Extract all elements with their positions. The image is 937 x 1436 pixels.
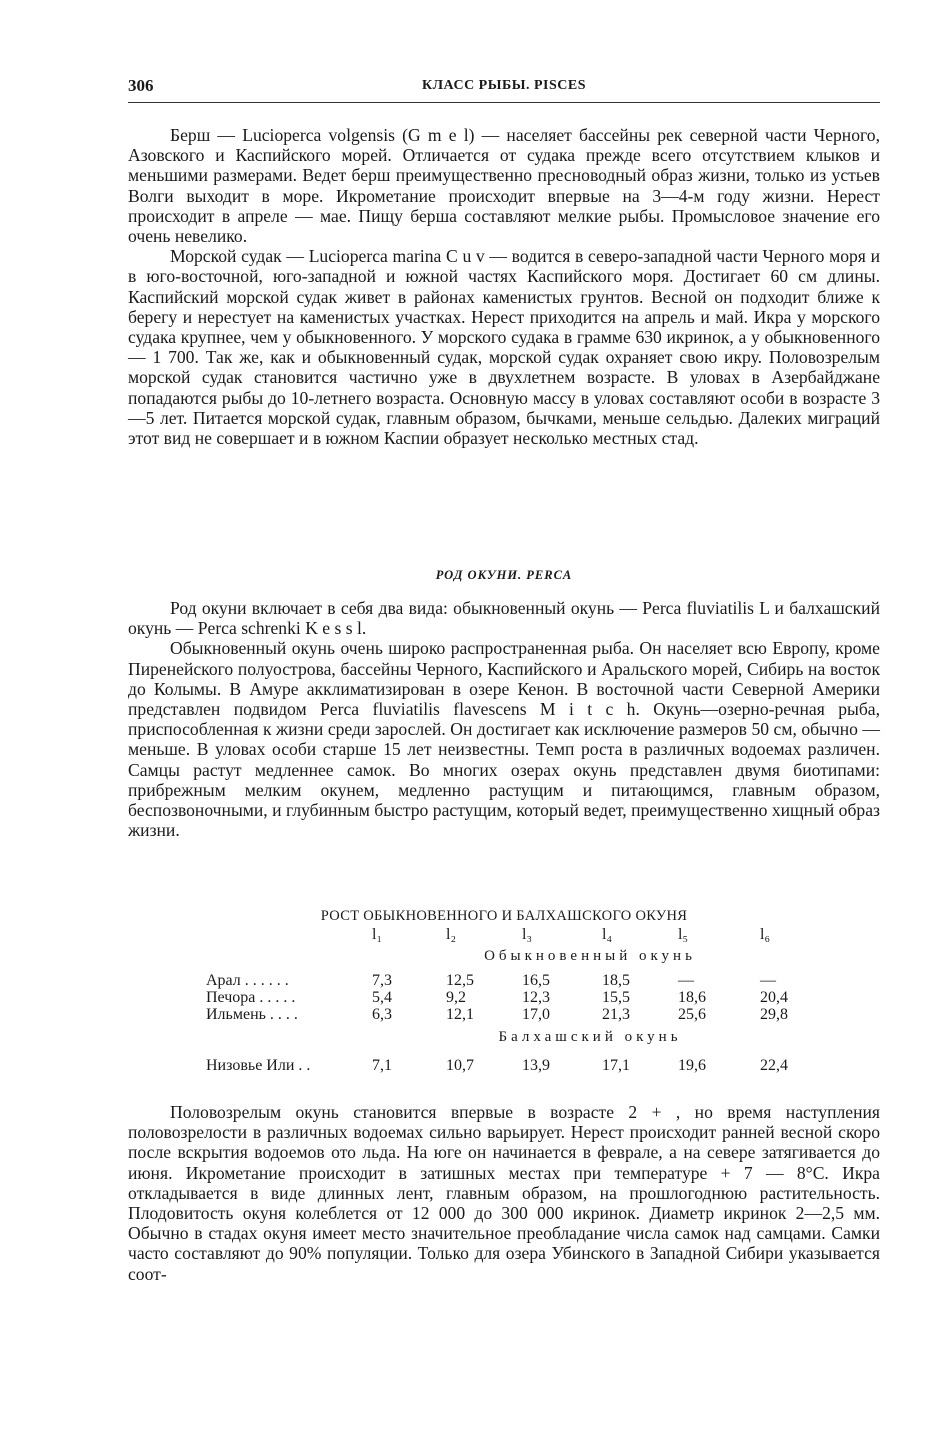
column-header: l₅: [678, 926, 689, 943]
paragraph-common-perch: Обыкновенный окунь очень широко распространенная рыба. Он населяет всю Европу, кроме Пиренейского полуострова, бассейны Черного, Каспийского и Аральского морей, Сибирь на восток до Колымы. В Амуре акклиматизирован в озере Кенон. В восточной части Северной Америки представлен подвидом Perca fluviatilis flavescens M i t c h. Окунь—озерно-речная рыба, приспособленная к жизни среди зарослей. Он достигает как исключение размеров 50 см, обычно — меньше. В уловах особи старше 15 лет неизвестны. Темп роста в различных водоемах различен. Самцы растут медленнее самок. Во многих озерах окунь представлен двумя биотипами: прибрежным мелким окунем, медленно растущим и питающимся, главным образом, беспозвоночными, и глубинным быстро растущим, который ведет, преимущественно хищный образ жизни.: [128, 638, 880, 841]
table-header-row: [200, 926, 840, 948]
page-number: 306: [128, 76, 154, 95]
table-cell: 25,6: [678, 1006, 706, 1023]
table-cell: 6,3: [372, 1006, 392, 1023]
header-rule: [128, 102, 880, 103]
table-row: [200, 1006, 840, 1023]
row-place: Низовье Или . .: [206, 1057, 311, 1074]
table-cell: 7,1: [372, 1057, 392, 1074]
section-perch: [128, 598, 880, 840]
table-cell: 22,4: [760, 1057, 788, 1074]
group-label-balkhash: Балхашский окунь: [498, 1029, 682, 1045]
table-cell: 10,7: [446, 1057, 474, 1074]
table-cell: 29,8: [760, 1006, 788, 1023]
table-cell: 16,5: [522, 972, 550, 989]
paragraph-genus-species: Род окуни включает в себя два вида: обыкновенный окунь — Perca fluviatilis L и балхашский окунь — Perca schrenki K e s s l.: [128, 598, 880, 639]
table-cell: —: [678, 972, 694, 989]
table-cell: 12,1: [446, 1006, 474, 1023]
row-place: Печора . . . . .: [206, 989, 296, 1006]
table-cell: 19,6: [678, 1057, 706, 1074]
running-title: КЛАСС РЫБЫ. PISCES: [421, 78, 587, 93]
table-cell: 18,6: [678, 989, 706, 1006]
row-place: Арал . . . . . .: [206, 972, 289, 989]
table-cell: 15,5: [602, 989, 630, 1006]
table-cell: —: [760, 972, 776, 989]
table-cell: 17,1: [602, 1057, 630, 1074]
table-cell: 9,2: [446, 989, 466, 1006]
table-cell: 7,3: [372, 972, 392, 989]
page-header: [128, 76, 880, 100]
table-cell: 12,3: [522, 989, 550, 1006]
column-header: l₁: [372, 926, 383, 943]
section-perch-reproduction: [128, 1102, 880, 1284]
table-cell: 18,5: [602, 972, 630, 989]
column-header: l₆: [760, 926, 771, 943]
column-header: l₃: [522, 926, 533, 943]
paragraph-sea-zander: Морской судак — Lucioperca marina C u v — водится в северо-западной части Черного моря и в юго-восточной, юго-западной и южной частях Каспийского моря. Достигает 60 см длины. Каспийский морской судак живет в районах каменистых грунтов. Весной он подходит ближе к берегу и нерестует на каменистых участках. Нерест приходится на апрель и май. Икра у морского судака крупнее, чем у обыкновенного. У морского судака в грамме 630 икринок, а у обыкновенного — 1 700. Так же, как и обыкновенный судак, морской судак охраняет свою икру. Половозрелым морской судак становится частично уже в двухлетнем возрасте. В уловах в Азербайджане попадаются рыбы до 10-летнего возраста. Основную массу в уловах составляют особи в возрасте 3—5 лет. Питается морской судак, главным образом, бычками, меньше сельдью. Далеких миграций этот вид не совершает и в южном Каспии образует несколько местных стад.: [128, 246, 880, 449]
table-row: [200, 972, 840, 989]
table-cell: 12,5: [446, 972, 474, 989]
growth-table: [200, 926, 840, 1074]
group-label-common: Обыкновенный окунь: [484, 948, 696, 964]
table-row: [200, 1057, 840, 1074]
table-cell: 20,4: [760, 989, 788, 1006]
table-cell: 21,3: [602, 1006, 630, 1023]
row-place: Ильмень . . . .: [206, 1006, 298, 1023]
paragraph-bersh: Берш — Lucioperca volgensis (G m e l) — населяет бассейны рек северной части Черного, Азовского и Каспийского морей. Отличается от судака прежде всего отсутствием клыков и меньшими размерами. Ведет берш преимущественно пресноводный образ жизни, только из устьев Волги выходит в море. Икрометание происходит впервые на 3—4-м году жизни. Нерест происходит в апреле — мае. Пищу берша составляют мелкие рыбы. Промысловое значение его очень невелико.: [128, 125, 880, 247]
table-title: РОСТ ОБЫКНОВЕННОГО И БАЛХАШСКОГО ОКУНЯ: [320, 908, 688, 924]
group-label-row: [200, 1023, 840, 1057]
table-cell: 5,4: [372, 989, 392, 1006]
column-header: l₂: [446, 926, 457, 943]
table-cell: 13,9: [522, 1057, 550, 1074]
genus-heading: РОД ОКУНИ. PERCA: [435, 568, 573, 582]
group-label-row: [200, 948, 840, 972]
section-zander-species: [128, 125, 880, 448]
paragraph-maturity: Половозрелым окунь становится впервые в возрасте 2 + , но время наступления половозрелости в различных водоемах сильно варьирует. Нерест происходит ранней весной скоро после вскрытия водоемов ото льда. На юге он начинается в феврале, а на севере затягивается до июня. Икрометание происходит в затишных местах при температуре + 7 — 8°С. Икра откладывается в виде длинных лент, главным образом, на прошлогоднюю растительность. Плодовитость окуня колеблется от 12 000 до 300 000 икринок. Диаметр икринок 2—2,5 мм. Обычно в стадах окуня имеет место значительное преобладание числа самок над самцами. Самки часто составляют до 90% популяции. Только для озера Убинского в Западной Сибири указывается соот-: [128, 1102, 880, 1284]
table-row: [200, 989, 840, 1006]
table-cell: 17,0: [522, 1006, 550, 1023]
column-header: l₄: [602, 926, 613, 943]
